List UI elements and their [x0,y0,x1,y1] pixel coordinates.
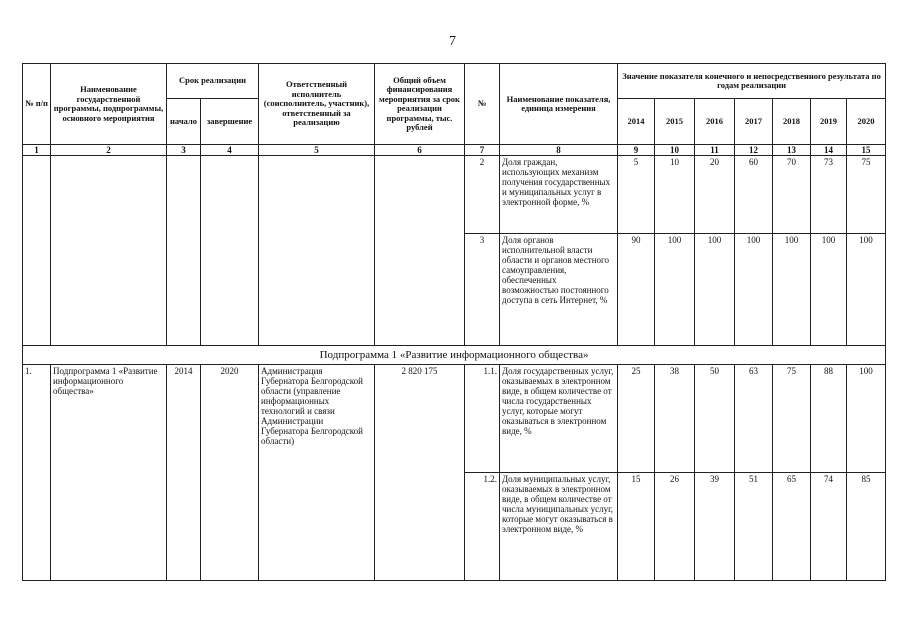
column-number: 11 [695,145,735,156]
header-year: 2014 [618,99,655,145]
column-number: 2 [51,145,167,156]
column-number: 5 [259,145,375,156]
indicator-value: 5 [618,156,655,234]
indicator-value: 39 [695,473,735,581]
table-row [23,156,886,234]
header-num: № п/п [23,64,51,145]
header-year: 2016 [695,99,735,145]
column-number: 6 [375,145,465,156]
indicator-num: 1.2. [465,473,500,581]
indicator-value: 25 [618,365,655,473]
header-year: 2017 [735,99,773,145]
header-year: 2019 [811,99,847,145]
indicator-value: 100 [773,234,811,346]
indicator-num: 3 [465,234,500,346]
subprogram-funding: 2 820 175 [375,365,465,581]
header-responsible: Ответственный исполнитель (соисполнитель, участник), ответственный за реализацию [259,64,375,145]
column-number: 13 [773,145,811,156]
indicator-value: 100 [655,234,695,346]
header-year: 2015 [655,99,695,145]
header-indicator-num: № [465,64,500,145]
program-table [22,63,886,581]
indicator-value: 74 [811,473,847,581]
indicator-value: 63 [735,365,773,473]
column-number: 8 [500,145,618,156]
subprogram-start: 2014 [167,365,201,581]
indicator-value: 10 [655,156,695,234]
indicator-value: 100 [847,365,886,473]
header-end: завершение [201,99,259,145]
indicator-value: 60 [735,156,773,234]
page-number: 7 [449,34,456,49]
indicator-value: 20 [695,156,735,234]
header-values-group: Значение показателя конечного и непосредственного результата по годам реализации [618,64,886,99]
indicator-value: 100 [811,234,847,346]
header-start: начало [167,99,201,145]
header-name: Наименование государственной программы, подпрограммы, основного мероприятия [51,64,167,145]
indicator-value: 65 [773,473,811,581]
indicator-num: 2 [465,156,500,234]
indicator-value: 15 [618,473,655,581]
indicator-value: 75 [773,365,811,473]
column-numbers-row [23,145,886,156]
column-number: 12 [735,145,773,156]
indicator-name: Доля государственных услуг, оказываемых в электронном виде, в общем количестве от числа государственных услуг, которые могут оказываться в электронном виде, % [500,365,618,473]
column-number: 4 [201,145,259,156]
subprogram-title: Подпрограмма 1 «Развитие информационного общества» [23,346,886,365]
column-number: 1 [23,145,51,156]
table-row [23,365,886,473]
header-year: 2020 [847,99,886,145]
indicator-value: 100 [847,234,886,346]
subprogram-end: 2020 [201,365,259,581]
indicator-name: Доля органов исполнительной власти области и органов местного самоуправления, обеспеченных возможностью постоянного доступа в сеть Интернет, % [500,234,618,346]
indicator-value: 88 [811,365,847,473]
header-indicator: Наименование показателя, единица измерения [500,64,618,145]
indicator-value: 100 [695,234,735,346]
column-number: 10 [655,145,695,156]
subprogram-responsible: Администрация Губернатора Белгородской области (управление информационных технологий и связи Администрации Губернатора Белгородской области) [259,365,375,581]
header-period: Срок реализации [167,64,259,99]
indicator-name: Доля муниципальных услуг, оказываемых в электронном виде, в общем количестве от числа муниципальных услуг, которые могут оказываться в электронном виде, % [500,473,618,581]
indicator-num: 1.1. [465,365,500,473]
header-funding: Общий объем финансирования мероприятия за срок реализации программы, тыс. рублей [375,64,465,145]
indicator-value: 75 [847,156,886,234]
column-number: 3 [167,145,201,156]
indicator-value: 51 [735,473,773,581]
header-year: 2018 [773,99,811,145]
column-number: 9 [618,145,655,156]
column-number: 7 [465,145,500,156]
indicator-value: 90 [618,234,655,346]
indicator-value: 70 [773,156,811,234]
indicator-name: Доля граждан, использующих механизм получения государственных и муниципальных услуг в электронной форме, % [500,156,618,234]
subprogram-title-row [23,346,886,365]
column-number: 14 [811,145,847,156]
subprogram-num: 1. [23,365,51,581]
indicator-value: 100 [735,234,773,346]
indicator-value: 26 [655,473,695,581]
indicator-value: 73 [811,156,847,234]
indicator-value: 50 [695,365,735,473]
subprogram-name: Подпрограмма 1 «Развитие информационного общества» [51,365,167,581]
indicator-value: 38 [655,365,695,473]
indicator-value: 85 [847,473,886,581]
column-number: 15 [847,145,886,156]
